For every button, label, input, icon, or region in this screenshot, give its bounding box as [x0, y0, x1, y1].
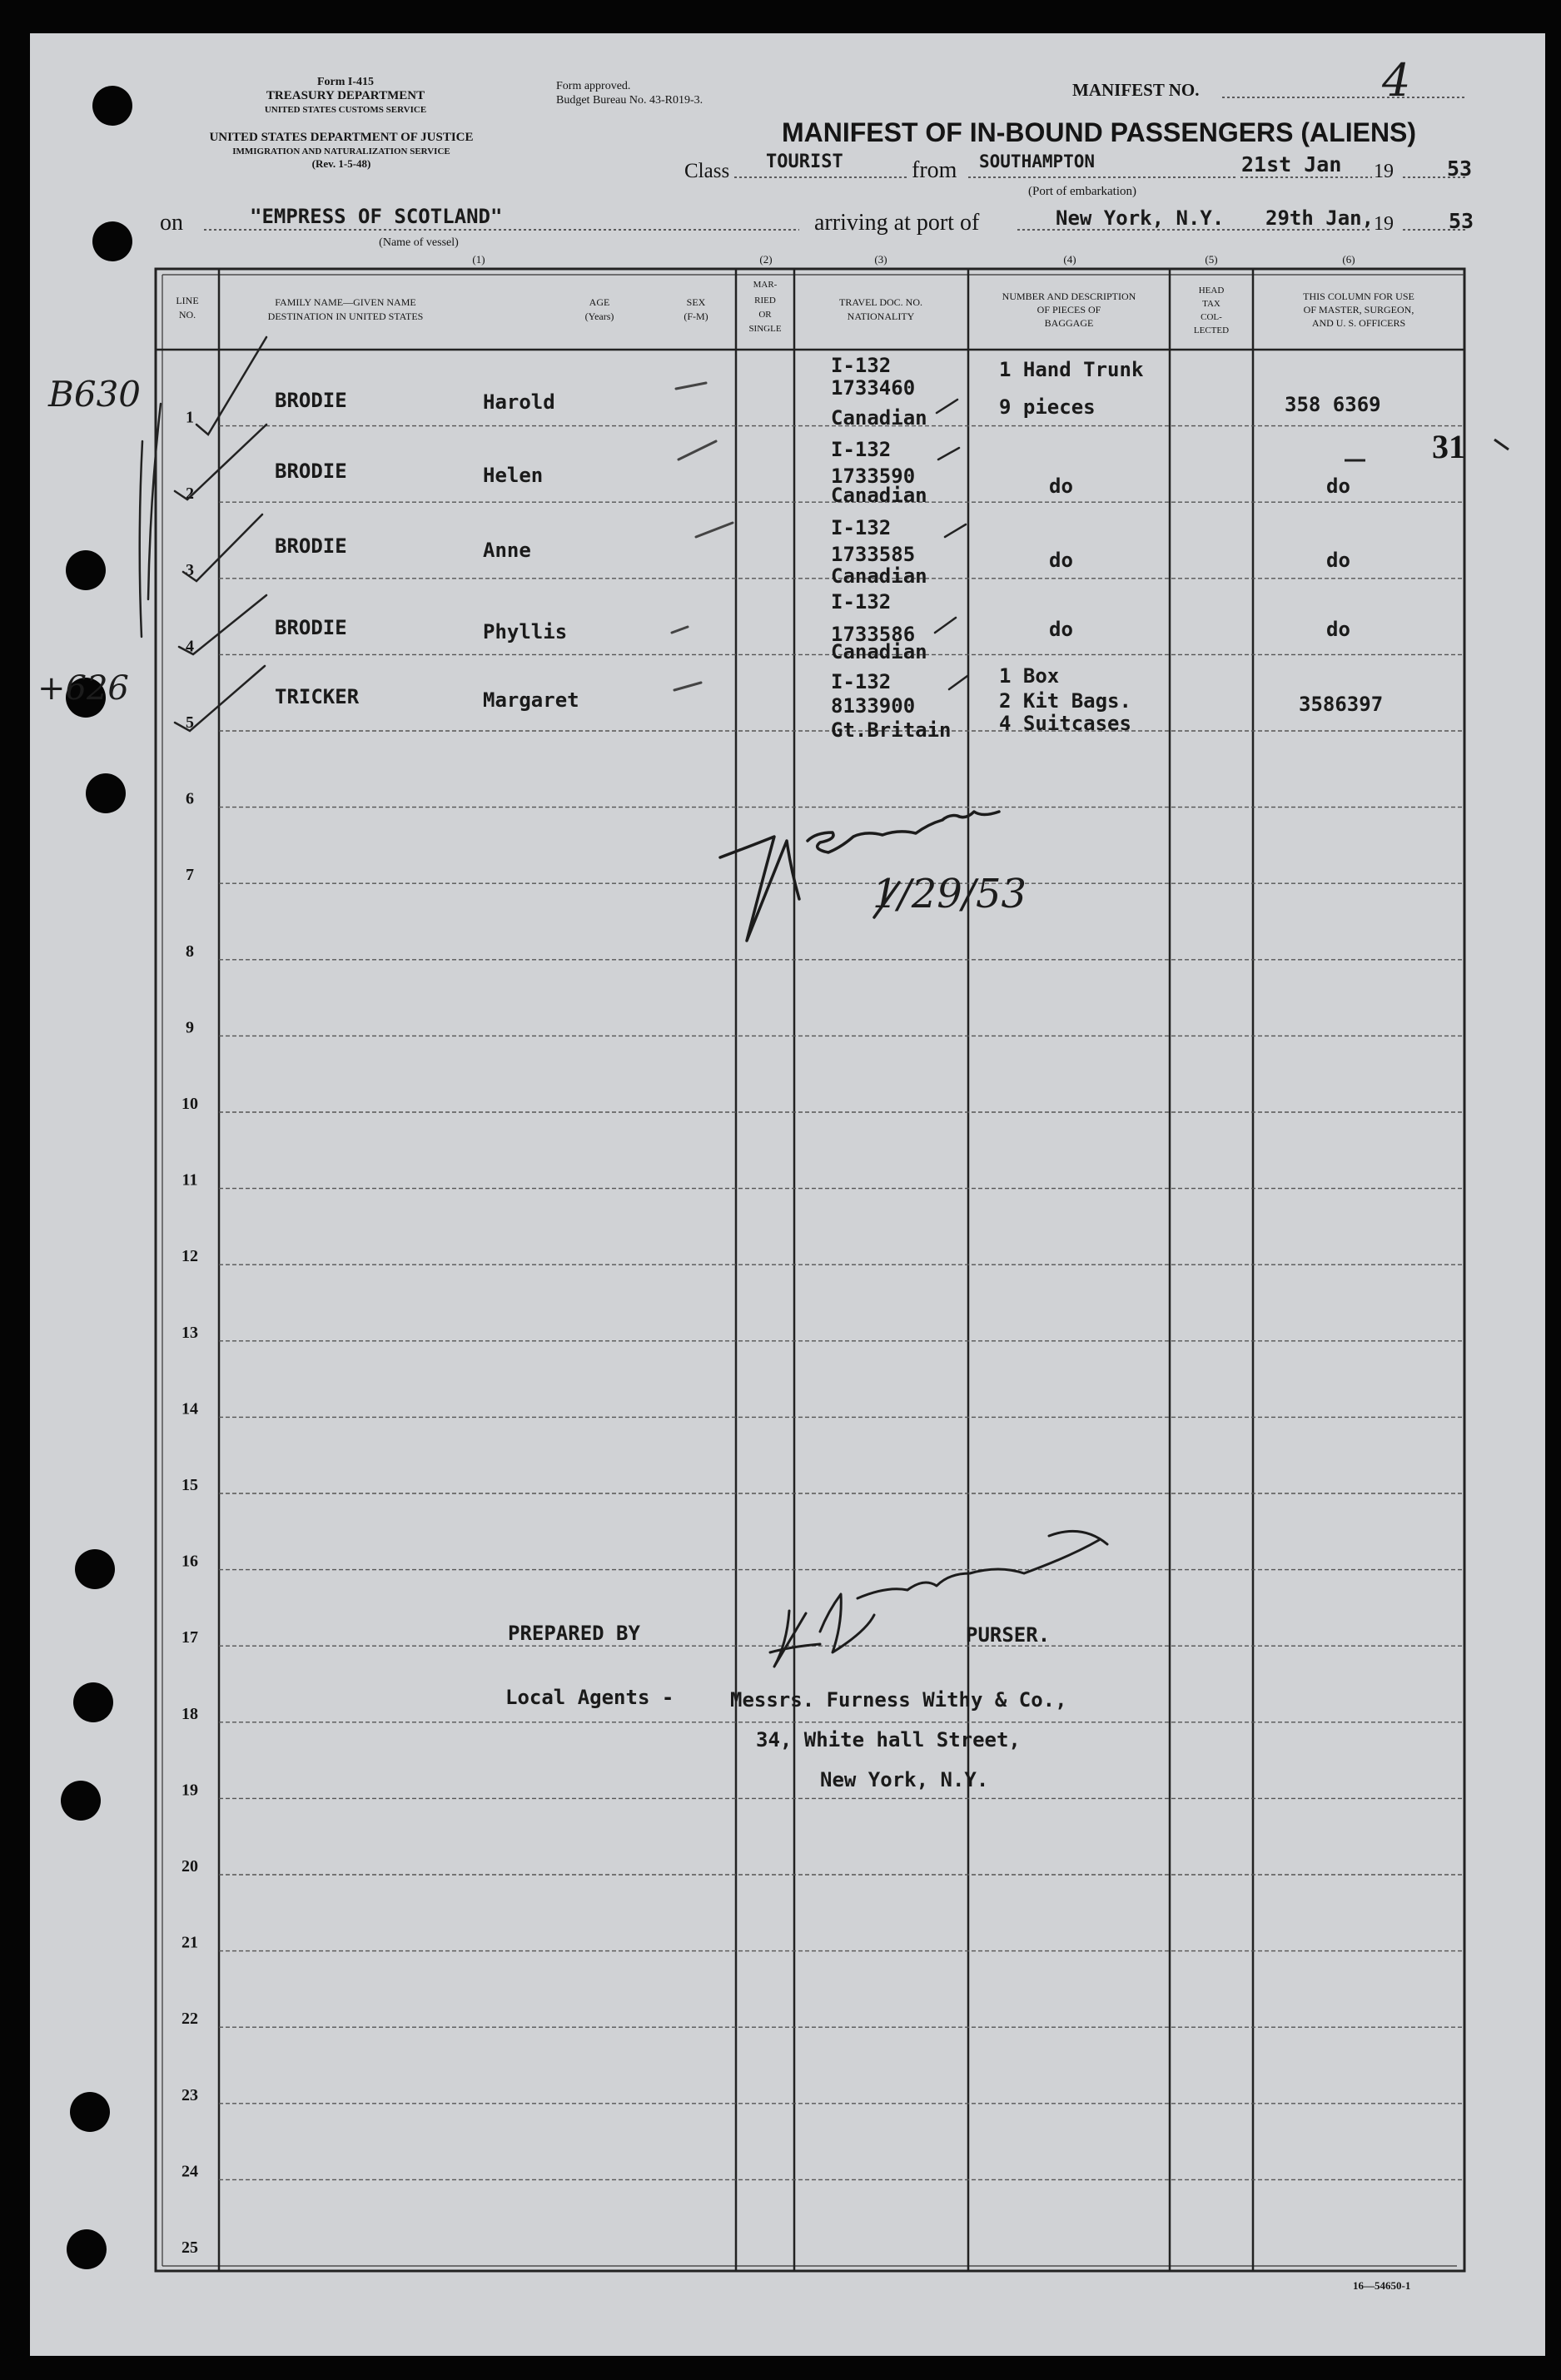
- officer-entry: do: [1326, 475, 1350, 498]
- header-head-tax: COL-: [1201, 312, 1222, 322]
- travel-doc: I-132: [831, 516, 892, 539]
- line-number: 4: [186, 637, 194, 656]
- given-name: Helen: [483, 464, 544, 487]
- header-head-tax: LECTED: [1193, 325, 1230, 335]
- line-number: 15: [181, 1476, 198, 1494]
- nationality: Canadian: [831, 406, 927, 430]
- header-head-tax: HEAD: [1198, 286, 1225, 296]
- family-name: BRODIE: [275, 534, 347, 558]
- line-number: 18: [181, 1704, 198, 1723]
- arrival-port: New York, N.Y.: [1056, 206, 1225, 230]
- line-number: 2: [186, 484, 194, 504]
- header-nationality: NATIONALITY: [847, 311, 915, 322]
- given-name: Harold: [483, 390, 555, 414]
- header-line-no: LINE: [176, 295, 199, 306]
- port-caption: (Port of embarkation): [1028, 185, 1136, 198]
- manifest-number-label: MANIFEST NO.: [1072, 80, 1200, 100]
- line-number: 23: [181, 2085, 198, 2104]
- margin-note-bottom: +626: [37, 669, 129, 708]
- budget-bureau: Budget Bureau No. 43-R019-3.: [556, 94, 703, 107]
- line-number: 10: [181, 1095, 198, 1113]
- nationality: Canadian: [831, 640, 927, 663]
- header-name: FAMILY NAME—GIVEN NAME: [275, 296, 416, 308]
- header-sex: (F-M): [684, 311, 708, 322]
- header-travel-doc: TRAVEL DOC. NO.: [838, 296, 923, 308]
- officer-entry: 358 6369: [1285, 393, 1381, 416]
- family-name: BRODIE: [275, 389, 347, 412]
- punch-hole: [92, 86, 132, 126]
- baggage: 2 Kit Bags.: [999, 689, 1131, 713]
- arrival-year: 53: [1449, 209, 1474, 233]
- line-number: 11: [181, 1170, 198, 1190]
- punch-hole: [70, 2092, 110, 2132]
- vessel-name: "EMPRESS OF SCOTLAND": [250, 205, 503, 228]
- header-married: SINGLE: [748, 324, 782, 334]
- header-officers: AND U. S. OFFICERS: [1311, 317, 1406, 329]
- punch-hole: [75, 1549, 115, 1589]
- from-label: from: [912, 157, 957, 183]
- officer-entry: do: [1326, 618, 1350, 641]
- line-number: 25: [181, 2238, 198, 2257]
- travel-doc-number: 1733590: [831, 465, 916, 488]
- baggage: do: [1049, 475, 1073, 498]
- header-head-tax: TAX: [1202, 299, 1220, 309]
- line-number: 3: [186, 560, 194, 579]
- travel-doc-number: 8133900: [831, 694, 916, 718]
- header-destination: DESTINATION IN UNITED STATES: [267, 311, 424, 322]
- header-baggage: BAGGAGE: [1044, 317, 1094, 329]
- line-number: 6: [186, 789, 194, 808]
- header-officers: OF MASTER, SURGEON,: [1303, 304, 1414, 316]
- line-number: 16: [181, 1552, 198, 1571]
- customs-service: UNITED STATES CUSTOMS SERVICE: [264, 105, 427, 115]
- count-stamp: 31: [1432, 428, 1465, 465]
- baggage: 9 pieces: [999, 395, 1096, 419]
- line-number: 12: [181, 1247, 198, 1266]
- punch-hole: [92, 221, 132, 261]
- nationality: Gt.Britain: [831, 718, 952, 742]
- column-number: (4): [1063, 253, 1076, 266]
- punch-hole: [66, 550, 106, 590]
- baggage: 4 Suitcases: [999, 712, 1131, 735]
- line-number: 14: [181, 1399, 198, 1419]
- header-married: MAR-: [753, 280, 778, 290]
- line-number: 13: [181, 1323, 198, 1342]
- header-baggage: OF PIECES OF: [1037, 304, 1101, 316]
- column-number: (2): [759, 253, 773, 266]
- line-number: 5: [186, 713, 194, 732]
- column-number: (5): [1205, 253, 1218, 266]
- line-number: 24: [181, 2162, 198, 2181]
- form-approved: Form approved.: [556, 80, 631, 92]
- punch-hole: [86, 773, 126, 813]
- family-name: BRODIE: [275, 460, 347, 483]
- arrival-year-prefix: 19: [1374, 213, 1394, 235]
- officer-entry: 3586397: [1299, 693, 1384, 716]
- header-age: (Years): [584, 311, 614, 322]
- justice-department: UNITED STATES DEPARTMENT OF JUSTICE: [209, 131, 474, 144]
- header-married: RIED: [754, 296, 776, 306]
- from-value: SOUTHAMPTON: [979, 152, 1096, 171]
- local-agents-label: Local Agents -: [505, 1686, 674, 1709]
- prepared-by-label: PREPARED BY: [508, 1622, 640, 1645]
- line-number: 9: [186, 1018, 194, 1037]
- agent-street: 34, White hall Street,: [756, 1728, 1021, 1751]
- travel-doc: I-132: [831, 670, 892, 693]
- travel-doc: I-132: [831, 354, 892, 377]
- officer-entry: do: [1326, 549, 1350, 572]
- column-number: (1): [472, 253, 485, 266]
- punch-hole: [61, 1781, 101, 1821]
- arriving-label: arriving at port of: [814, 210, 980, 236]
- travel-doc: I-132: [831, 438, 892, 461]
- family-name: TRICKER: [275, 685, 360, 708]
- line-number: 22: [181, 2010, 198, 2029]
- punch-hole: [67, 2229, 107, 2269]
- nationality: Canadian: [831, 564, 927, 588]
- line-number: 21: [181, 1933, 198, 1952]
- header-married: OR: [758, 310, 772, 320]
- departure-year: 53: [1447, 157, 1473, 181]
- baggage: do: [1049, 618, 1073, 641]
- line-number: 19: [181, 1781, 198, 1800]
- line-number: 17: [181, 1628, 198, 1647]
- header-baggage: NUMBER AND DESCRIPTION: [1002, 291, 1136, 302]
- agent-name: Messrs. Furness Withy & Co.,: [730, 1688, 1067, 1712]
- nationality: Canadian: [831, 484, 927, 507]
- purser-label: PURSER.: [966, 1623, 1051, 1647]
- line-number: 20: [181, 1857, 198, 1876]
- given-name: Anne: [483, 539, 531, 562]
- print-code: 16—54650-1: [1353, 2279, 1411, 2292]
- department: TREASURY DEPARTMENT: [266, 89, 425, 102]
- manifest-number-value: 4: [1382, 54, 1411, 107]
- margin-note-top: B630: [48, 374, 142, 415]
- on-label: on: [160, 210, 183, 236]
- form-revision: (Rev. 1-5-48): [311, 157, 371, 170]
- departure-date: 21st Jan: [1241, 152, 1342, 176]
- form-number: Form I-415: [316, 76, 375, 88]
- travel-doc: I-132: [831, 590, 892, 614]
- baggage: 1 Hand Trunk: [999, 358, 1144, 381]
- given-name: Margaret: [483, 688, 579, 712]
- inspector-date: 1/29/53: [872, 871, 1027, 917]
- line-number: 7: [186, 866, 194, 885]
- travel-doc-number: 1733586: [831, 623, 916, 646]
- page-title: MANIFEST OF IN-BOUND PASSENGERS (ALIENS): [781, 117, 1417, 147]
- immigration-service: IMMIGRATION AND NATURALIZATION SERVICE: [232, 147, 450, 157]
- departure-year-prefix: 19: [1374, 161, 1394, 182]
- baggage: 1 Box: [999, 664, 1060, 688]
- class-value: TOURIST: [766, 152, 843, 172]
- vessel-caption: (Name of vessel): [379, 236, 459, 249]
- class-label: Class: [684, 160, 730, 182]
- paper-sheet: [30, 33, 1545, 2356]
- header-line-no: NO.: [178, 309, 196, 320]
- header-age: AGE: [589, 296, 610, 308]
- baggage: do: [1049, 549, 1073, 572]
- column-number: (6): [1342, 253, 1355, 266]
- travel-doc-number: 1733585: [831, 543, 916, 566]
- header-officers: THIS COLUMN FOR USE: [1303, 291, 1414, 302]
- line-number: 1: [186, 408, 194, 427]
- given-name: Phyllis: [483, 620, 568, 643]
- punch-hole: [73, 1682, 113, 1722]
- agent-city: New York, N.Y.: [820, 1768, 989, 1791]
- arrival-date: 29th Jan,: [1265, 206, 1375, 230]
- column-number: (3): [874, 253, 887, 266]
- travel-doc-number: 1733460: [831, 376, 916, 400]
- header-sex: SEX: [686, 296, 706, 308]
- family-name: BRODIE: [275, 616, 347, 639]
- line-number: 8: [186, 942, 194, 961]
